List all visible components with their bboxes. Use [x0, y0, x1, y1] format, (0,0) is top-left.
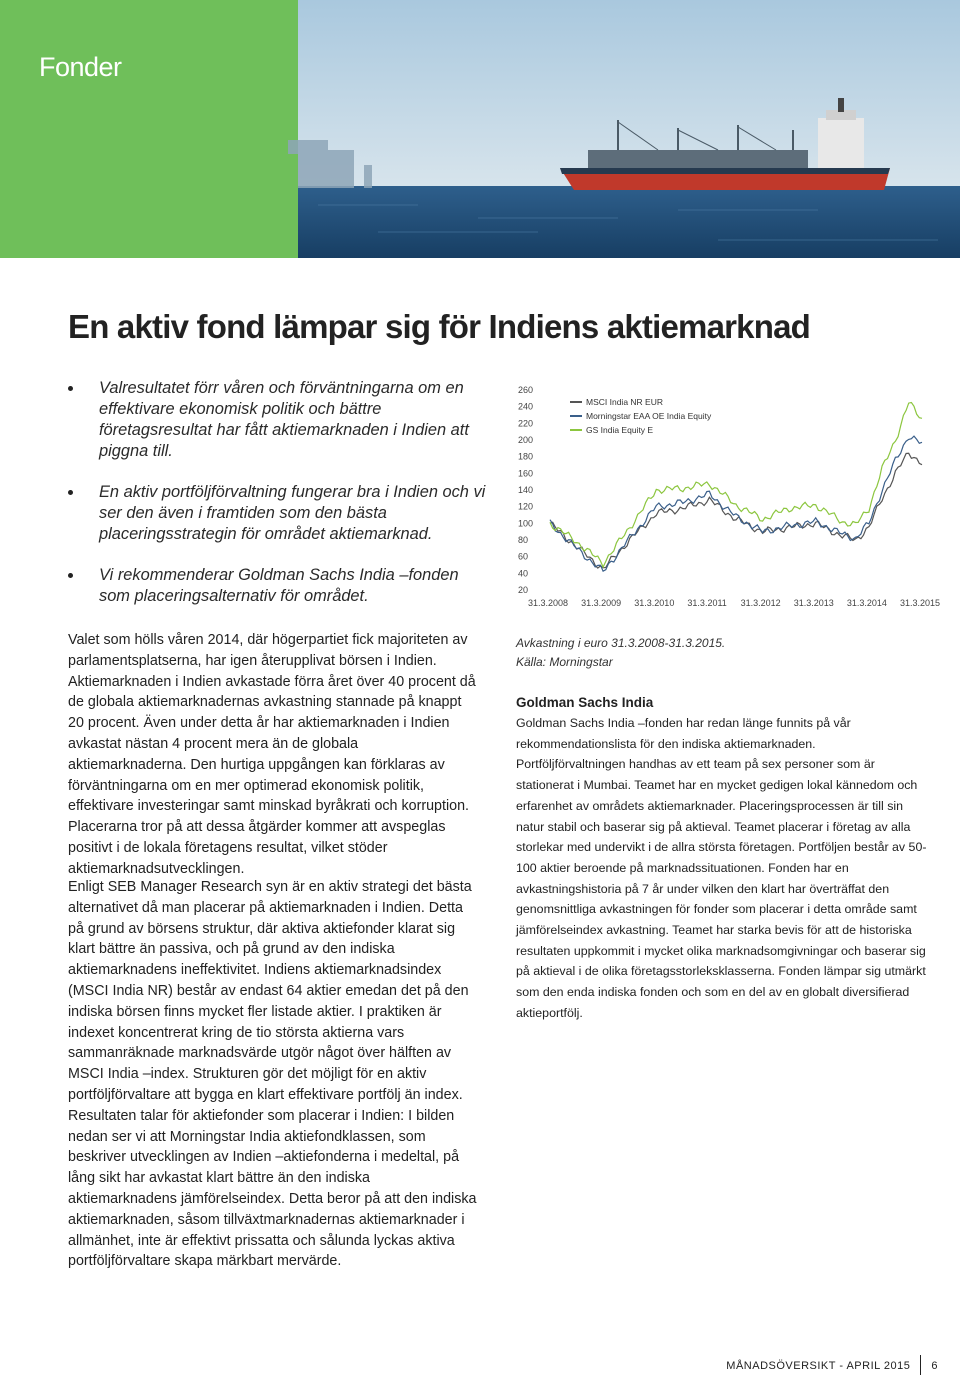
y-tick-label: 200 — [518, 435, 534, 445]
x-tick-label: 31.3.2012 — [740, 598, 781, 608]
chart-caption-period: Avkastning i euro 31.3.2008-31.3.2015. — [516, 636, 726, 650]
x-tick-label: 31.3.2013 — [793, 598, 834, 608]
paragraph-text: Enligt SEB Manager Research syn är en aktiv strategi det bästa alternativet då man placerar på aktiemarknaden i Indien. Detta på grund av börsens struktur, där aktiva aktiefonder klarat sig klart bättre än passiva, och på grund av den indiska aktiemarknadens ineffektivitet. Indiens aktiemarknadsindex (MSCI India NR) består av endast 64 aktier emedan det på den indiska börsen finns mycket fler listade aktier. I praktiken är indexet koncentrerat kring de tio största aktierna vars sammanräknade marknadsvärde utgör något över hälften av MSCI India –index. Strukturen gör det möjligt för en aktiv portföljförvaltare att bygga en klart effektivare portfölj än index. Resultaten talar för aktiefonder som placerar i Indien: I bilden nedan ser vi att Morningstar India aktiefondklassen, som beskriver utvecklingen av Indien –aktiefonderna i medeltal, på lång sikt har avkastat klart bättre än den indiska aktiemarknadens jämförelseindex. Detta beror på att den indiska aktiemarknaden, såsom tillväxtmarknadernas aktiemarknader i allmänhet, inte är effektivt prissatta och sålunda lyckas aktiva portföljförvaltare skapa märkbart mervärde. — [68, 879, 477, 1270]
y-tick-label: 240 — [518, 401, 534, 412]
legend-label: GS India Equity E — [586, 425, 654, 435]
ship-photo — [298, 0, 960, 258]
x-tick-label: 31.3.2011 — [687, 598, 727, 608]
paragraph-text: Valet som hölls våren 2014, där högerpartiet fick majoriteten av parlamentsplatserna, har igen återupplivat börsen i Indien. Aktiemarknaden i Indien avkastade förra året över 40 procent då de globala aktiemarknadernas avkastning stannade på knappt 20 procent. Även under detta år har aktiemarknaden i Indien avkastat nästan 4 procent mera än de globala aktiemarknaderna. Den hurtiga uppgången kan förklaras av förväntningarna om en mer optimerad ekonomisk politik, effektivare investeringar samt minskad byråkrati och korruption. Placerarna tror på att dessa åtgärder kommer att avspeglas positivt i de lokala företagens resultat, vilket stöder aktiemarknadsutvecklingen. — [68, 632, 476, 877]
legend-label: Morningstar EAA OE India Equity — [586, 411, 712, 421]
x-tick-label: 31.3.2010 — [634, 598, 675, 608]
body-paragraph-1 — [68, 630, 478, 880]
page-headline: En aktiv fond lämpar sig för Indiens aktiemarknad — [68, 308, 811, 346]
key-points — [68, 378, 488, 627]
performance-chart — [512, 382, 941, 614]
body-paragraph-2 — [68, 877, 478, 1272]
sidebar-heading: Goldman Sachs India — [516, 695, 654, 710]
y-tick-label: 180 — [518, 451, 534, 462]
fund-sidebar — [516, 693, 928, 1024]
y-tick-label: 140 — [518, 485, 534, 495]
x-tick-label: 31.3.2009 — [581, 598, 622, 608]
sidebar-text: Goldman Sachs India –fonden har redan länge funnits på vår rekommendationslista för den indiska aktiemarknaden. Portföljförvaltningen handhas av ett team på sex personer som är stationerat i Mumbai. Teamet har en mycket gedigen lokal kännedom och erfarenhet av områdets aktiemarknader. Placeringsprocessen är till sin natur stabil och baserar sig på aktieval. Teamet placerar i företag av alla storlekar med undervikt i de allra största företagen. Portföljen består av 50-100 aktier beroende på marknadssituationen. Fonden har en avkastningshistoria på 7 år under vilken den klart har överträffat den genomsnittliga avkastningen för fonder som placerar i detta område samt jämförelseindex avkastning. Teamet har starka bevis för att de historiska resultaten uppkommit i mycket olika marknadsomgivningar och baserar sig på aktieval i de olika företagsstorleksklasserna. Fonden lämpar sig utmärkt som den enda indiska fonden och som en del av en globalt diversifierad aktieportfölj. — [516, 716, 927, 1020]
y-tick-label: 260 — [518, 385, 534, 395]
y-tick-label: 100 — [518, 518, 534, 529]
footer-divider — [920, 1355, 921, 1375]
series-line — [550, 453, 922, 568]
y-tick-label: 20 — [518, 585, 529, 595]
bullet-item: Valresultatet förr våren och förväntningarna om en effektivare ekonomisk politik och bättre företagsresultat har fått aktiemarknaden i Indien att piggna till. — [68, 378, 488, 462]
page-footer — [726, 1355, 938, 1375]
bullet-item: En aktiv portföljförvaltning fungerar bra i Indien och vi ser den även i framtiden som den bästa placeringsstrategin för området aktiemarknad. — [68, 482, 488, 545]
section-label: Fonder — [39, 52, 122, 82]
x-tick-label: 31.3.2014 — [846, 598, 887, 608]
y-tick-label: 80 — [518, 535, 529, 545]
y-tick-label: 40 — [518, 568, 529, 579]
y-tick-label: 160 — [518, 468, 534, 479]
page-number: 6 — [931, 1360, 938, 1372]
publication-name: MÅNADSÖVERSIKT - APRIL 2015 — [726, 1360, 911, 1372]
x-tick-label: 31.3.2015 — [900, 598, 941, 608]
bullet-item: Vi rekommenderar Goldman Sachs India –fonden som placeringsalternativ för området. — [68, 565, 488, 607]
x-tick-label: 31.3.2008 — [528, 598, 569, 608]
section-banner — [0, 0, 298, 258]
chart-caption-source: Källa: Morningstar — [516, 655, 613, 669]
y-tick-label: 220 — [518, 418, 534, 429]
y-tick-label: 120 — [518, 501, 534, 512]
legend-label: MSCI India NR EUR — [586, 397, 663, 407]
header-band — [0, 0, 960, 258]
y-tick-label: 60 — [518, 551, 529, 562]
